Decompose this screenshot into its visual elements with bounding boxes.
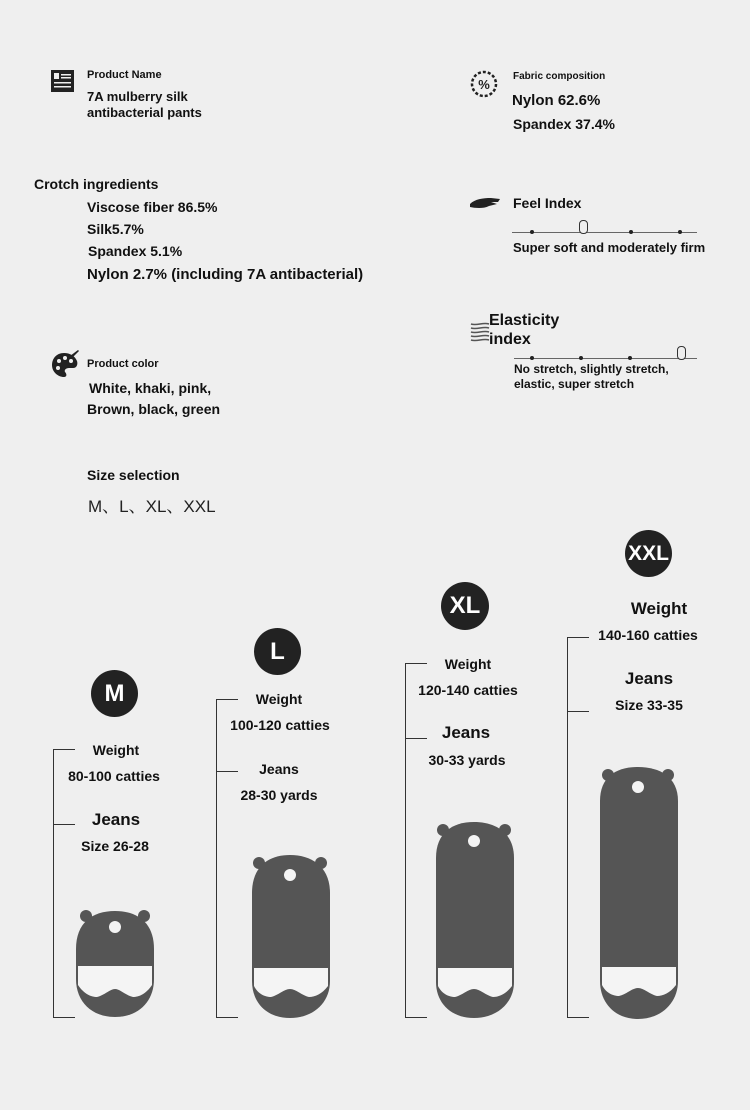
- size-bracket: [567, 637, 568, 1017]
- weight-value: 100-120 catties: [230, 717, 330, 733]
- crotch-ingredients-label: Crotch ingredients: [34, 176, 159, 192]
- jeans-label: Jeans: [624, 669, 674, 688]
- feel-index-text: Super soft and moderately firm: [513, 240, 706, 255]
- size-badge-xl: XL: [441, 582, 489, 630]
- product-color-line1: White, khaki, pink,: [89, 380, 212, 396]
- weight-value: 120-140 catties: [418, 682, 518, 698]
- jeans-value: Size 26-28: [81, 838, 149, 854]
- weight-value: 140-160 catties: [598, 627, 698, 643]
- feel-index-marker: [579, 220, 588, 234]
- weight-label: Weight: [92, 742, 140, 758]
- elasticity-label-line1: Elasticity: [489, 312, 560, 329]
- size-selection-values: M、L、XL、XXL: [88, 497, 216, 516]
- crotch-item: Nylon 2.7% (including 7A antibacterial): [87, 266, 364, 283]
- svg-text:%: %: [478, 77, 490, 92]
- size-selection-label: Size selection: [87, 467, 180, 483]
- underwear-tag-l: [249, 853, 333, 1025]
- size-badge-m: M: [91, 670, 138, 717]
- elasticity-label-line2: index: [489, 331, 531, 348]
- elasticity-marker: [677, 346, 686, 360]
- weight-label: Weight: [444, 656, 492, 672]
- product-name-line1: 7A mulberry silk: [87, 89, 188, 104]
- crotch-item: Spandex 5.1%: [88, 243, 183, 259]
- jeans-value: 28-30 yards: [240, 787, 318, 803]
- fabric-spandex: Spandex 37.4%: [513, 116, 615, 132]
- elasticity-text-line1: No stretch, slightly stretch,: [514, 362, 669, 376]
- product-color-label: Product color: [87, 358, 159, 370]
- jeans-value: 30-33 yards: [428, 752, 506, 768]
- crotch-item: Silk5.7%: [87, 221, 144, 237]
- jeans-label: Jeans: [259, 761, 299, 777]
- paint-palette-icon: [50, 350, 80, 385]
- fabric-composition-label: Fabric composition: [513, 71, 606, 82]
- crotch-item: Viscose fiber 86.5%: [87, 199, 218, 215]
- feel-index-label: Feel Index: [513, 195, 582, 211]
- jeans-value: Size 33-35: [615, 697, 683, 713]
- fabric-nylon: Nylon 62.6%: [512, 92, 601, 109]
- product-name-line2: antibacterial pants: [87, 105, 202, 120]
- product-color-line2: Brown, black, green: [87, 401, 221, 417]
- percent-icon: [468, 68, 500, 105]
- weight-label: Weight: [255, 691, 303, 707]
- size-badge-l: L: [254, 628, 301, 675]
- hand-icon: [469, 195, 501, 216]
- size-bracket: [53, 749, 54, 1018]
- size-badge-xxl: XXL: [625, 530, 672, 577]
- underwear-tag-xl: [433, 820, 517, 1025]
- product-label-icon: [50, 69, 75, 98]
- weight-value: 80-100 catties: [68, 768, 160, 784]
- product-name-label: Product Name: [87, 69, 162, 81]
- jeans-label: Jeans: [91, 810, 141, 829]
- jeans-label: Jeans: [441, 723, 491, 742]
- size-bracket: [405, 663, 406, 1017]
- underwear-tag-m: [73, 907, 157, 1024]
- size-bracket: [216, 699, 217, 1017]
- elasticity-text-line2: elastic, super stretch: [514, 377, 635, 391]
- underwear-tag-xxl: [597, 765, 681, 1026]
- stretch-fabric-icon: [469, 321, 491, 348]
- weight-label: Weight: [630, 599, 688, 618]
